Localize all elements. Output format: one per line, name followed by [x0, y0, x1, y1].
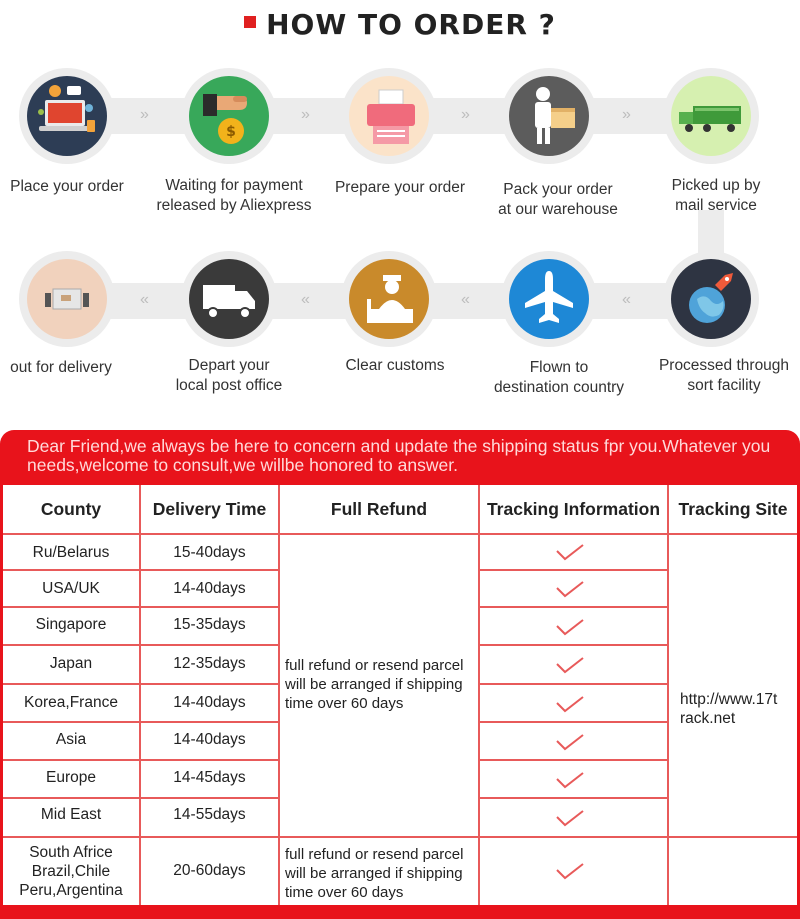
step-waiting-payment — [181, 68, 277, 164]
step-label: Processed through sort facility — [658, 357, 790, 394]
country-cell: Korea,France — [24, 694, 118, 711]
step-depart-post-office — [181, 251, 277, 347]
check-icon — [555, 580, 585, 598]
step-flown — [501, 251, 597, 347]
table-grid-line — [278, 485, 280, 905]
step-pack-order — [501, 68, 597, 164]
country-cell: Japan — [49, 655, 93, 672]
table-grid-line — [3, 797, 279, 799]
delivery-box-icon — [27, 259, 107, 339]
country-cell: Ru/Belarus — [32, 544, 110, 561]
check-icon — [555, 862, 585, 880]
delivery-time-cell: 15-35days — [173, 616, 246, 633]
arrow-right-icon: » — [461, 106, 468, 123]
table-grid-line — [478, 759, 668, 761]
country-cell: Asia — [55, 731, 87, 748]
arrow-right-icon: » — [140, 106, 147, 123]
payment-hand-icon — [189, 76, 269, 156]
pack-box-icon — [509, 76, 589, 156]
table-grid-line — [3, 606, 279, 608]
delivery-time-cell: 12-35days — [173, 655, 246, 672]
table-grid-line — [478, 569, 668, 571]
delivery-time-cell: 14-45days — [173, 769, 246, 786]
step-label: Pack your order at our warehouse — [498, 181, 618, 218]
country-cell: Singapore — [35, 616, 107, 633]
country-cell: USA/UK — [42, 580, 100, 597]
delivery-time-cell: 20-60days — [173, 862, 246, 879]
table-grid-line — [3, 533, 797, 535]
step-picked-up — [663, 68, 759, 164]
country-cell: Europe — [46, 769, 96, 786]
table-grid-line — [3, 644, 279, 646]
banner-text: Dear Friend,we always be here to concern and update the shipping status fpr you.Whatever you needs,welcome to consult,we willbe honored to answer. — [27, 436, 771, 475]
check-icon — [555, 695, 585, 713]
refund-note: full refund or resend parcel will be arranged if shipping time over 60 days — [285, 846, 464, 901]
check-icon — [555, 809, 585, 827]
table-grid-line — [478, 485, 480, 905]
globe-rocket-icon — [671, 259, 751, 339]
table-grid-line — [478, 683, 668, 685]
check-icon — [555, 618, 585, 636]
country-cell: South Africe Brazil,Chile Peru,Argentina — [19, 844, 123, 899]
table-grid-line — [667, 485, 669, 905]
arrow-left-icon: « — [301, 291, 308, 308]
customs-officer-icon — [349, 259, 429, 339]
table-grid-line — [3, 721, 279, 723]
step-processed — [663, 251, 759, 347]
step-label: Place your order — [10, 178, 124, 195]
table-grid-line — [3, 759, 279, 761]
airplane-icon — [509, 259, 589, 339]
title-marker — [244, 16, 256, 28]
table-grid-line — [478, 721, 668, 723]
step-label: Prepare your order — [334, 179, 466, 196]
step-label: out for delivery — [10, 359, 112, 376]
laptop-order-icon — [27, 76, 107, 156]
step-place-order — [19, 68, 115, 164]
header-tracking-information: Tracking Information — [486, 499, 661, 519]
check-icon — [555, 543, 585, 561]
delivery-time-cell: 14-40days — [173, 694, 246, 711]
table-grid-line — [3, 569, 279, 571]
tracking-site-link[interactable]: http://www.17t rack.net — [680, 691, 778, 727]
table-grid-line — [478, 606, 668, 608]
table-grid-line — [478, 644, 668, 646]
header-full-refund: Full Refund — [330, 499, 428, 519]
step-clear-customs — [341, 251, 437, 347]
header-tracking-site: Tracking Site — [678, 499, 788, 519]
check-icon — [555, 733, 585, 751]
arrow-left-icon: « — [140, 291, 147, 308]
arrow-right-icon: » — [301, 106, 308, 123]
step-label: Depart your local post office — [175, 357, 283, 394]
delivery-time-cell: 14-40days — [173, 580, 246, 597]
prepare-order-icon — [349, 76, 429, 156]
check-icon — [555, 771, 585, 789]
delivery-truck-icon — [189, 259, 269, 339]
country-cell: Mid East — [40, 806, 102, 823]
step-label: Waiting for payment released by Aliexpress — [156, 177, 312, 214]
svg-text:$: $ — [226, 124, 236, 140]
refund-note: full refund or resend parcel will be arranged if shipping time over 60 days — [285, 657, 464, 712]
step-label: Picked up by mail service — [671, 177, 761, 214]
header-country: County — [40, 499, 102, 519]
check-icon — [555, 656, 585, 674]
arrow-left-icon: « — [622, 291, 629, 308]
table-grid-line — [478, 797, 668, 799]
step-label: Clear customs — [345, 357, 445, 374]
table-grid-line — [3, 836, 797, 838]
header-delivery-time: Delivery Time — [152, 499, 267, 519]
step-prepare-order — [341, 68, 437, 164]
delivery-time-cell: 14-55days — [173, 806, 246, 823]
step-label: Flown to destination country — [493, 359, 625, 396]
delivery-time-cell: 14-40days — [173, 731, 246, 748]
delivery-time-cell: 15-40days — [173, 544, 246, 561]
arrow-left-icon: « — [461, 291, 468, 308]
step-out-for-delivery — [19, 251, 115, 347]
arrow-right-icon: » — [622, 106, 629, 123]
table-grid-line — [3, 683, 279, 685]
page-title: HOW TO ORDER ? — [0, 8, 800, 41]
mail-truck-icon — [671, 76, 751, 156]
